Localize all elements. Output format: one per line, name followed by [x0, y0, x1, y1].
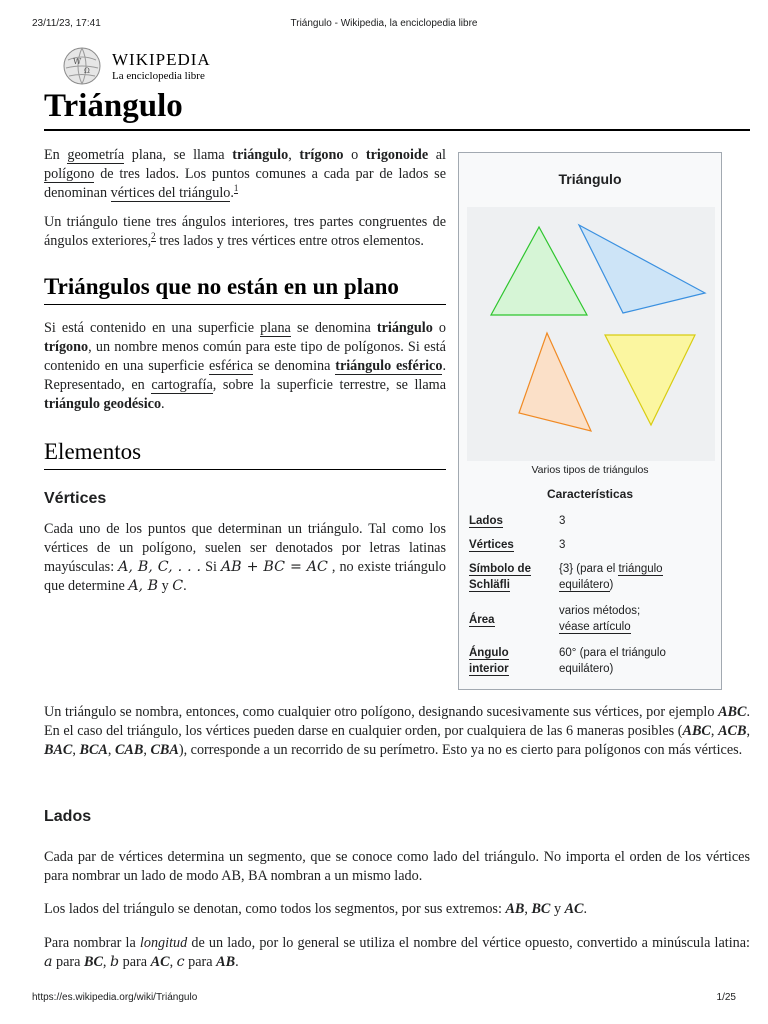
- orange-triangle: [519, 333, 591, 431]
- link-esferica[interactable]: esférica: [208, 358, 254, 374]
- infobox-title: Triángulo: [558, 171, 622, 187]
- infobox-value: 3: [559, 515, 566, 527]
- print-page-number: 1/25: [716, 992, 736, 1003]
- reference-2[interactable]: 2: [151, 231, 156, 242]
- blue-triangle: [579, 225, 705, 313]
- vertices-paragraph-1: Cada uno de los puntos que determinan un triángulo. Tal como los vértices de un polígono, suelen ser denotados por letras latinas mayúsculas: A, B, C, . . . Si AB + BC = AC , no existe triángulo que determine A, B y C.: [44, 521, 446, 594]
- infobox-label[interactable]: Lados: [469, 515, 503, 527]
- reference-1[interactable]: 1: [233, 183, 239, 194]
- infobox-value: 3: [559, 539, 566, 551]
- svg-text:Ω: Ω: [84, 67, 90, 75]
- intro-paragraph-2: Un triángulo tiene tres ángulos interiores, tres partes congruentes de ángulos exteriores,$^2$ tres lados y tres vértices entre otros elementos.: [44, 214, 446, 249]
- link-poligono[interactable]: polígono: [44, 166, 95, 182]
- infobox-label[interactable]: Área: [469, 614, 495, 626]
- print-title: Triángulo - Wikipedia, la enciclopedia libre: [290, 18, 478, 29]
- wikipedia-tagline: La enciclopedia libre: [112, 70, 205, 82]
- link-geometria[interactable]: geometría: [67, 147, 125, 163]
- print-date: 23/11/23, 17:41: [32, 18, 101, 29]
- intro-paragraph-1: En geometría plana, se llama triángulo, trígono o trigonoide al polígono de tres lados. Los puntos comunes a cada par de lados se denominan vértices del triángulo.$^1$: [44, 147, 446, 201]
- no-plano-paragraph: Si está contenido en una superficie plana se denomina triángulo o trígono, un nombre menos común para este tipo de polígonos. Si está contenido en una superficie esférica se denomina triángulo esférico. Representado, en cartografía, sobre la superficie terrestre, se llama triángulo geodésico.: [44, 320, 447, 412]
- infobox-label[interactable]: Símbolo de Schläfli: [469, 563, 531, 591]
- print-footer: [32, 992, 736, 1006]
- svg-text:W: W: [73, 57, 82, 66]
- infobox-label[interactable]: Ángulo interior: [469, 647, 509, 675]
- infobox-label[interactable]: Vértices: [469, 539, 514, 551]
- wikipedia-wordmark: WIKIPEDIA: [112, 50, 211, 69]
- link-vertices-del-triangulo[interactable]: vértices del triángulo: [110, 185, 231, 201]
- heading-lados: Lados: [44, 808, 92, 825]
- heading-vertices: Vértices: [44, 490, 107, 507]
- heading-elementos: Elementos: [44, 436, 446, 470]
- infobox-value: varios métodos; véase artículo: [559, 605, 641, 633]
- wikipedia-globe-icon: [62, 46, 102, 86]
- print-header: [32, 18, 736, 32]
- triangles-illustration: [467, 207, 715, 461]
- link-vease-articulo[interactable]: véase artículo: [559, 621, 631, 633]
- infobox-value: {3} (para el triángulo equilátero): [559, 563, 663, 591]
- infobox: [458, 152, 722, 690]
- infobox-image[interactable]: [467, 207, 715, 461]
- page-title: Triángulo: [44, 88, 750, 131]
- lados-paragraph-1: Cada par de vértices determina un segmento, que se conoce como lado del triángulo. No importa el orden de los vértices para nombrar un lado de modo AB, BA nombran a un mismo lado.: [44, 849, 750, 884]
- link-plana[interactable]: plana: [260, 320, 291, 336]
- green-triangle: [491, 227, 587, 315]
- yellow-triangle: [605, 335, 695, 425]
- infobox-value: 60° (para el triángulo equilátero): [559, 647, 666, 675]
- article-content: [44, 146, 446, 606]
- link-triangulo-equilatero[interactable]: triángulo equilátero: [559, 563, 663, 591]
- link-triangulo-esferico[interactable]: triángulo esférico: [335, 358, 443, 374]
- heading-no-plano: Triángulos que no están en un plano: [44, 271, 446, 305]
- infobox-caption: Varios tipos de triángulos: [531, 464, 649, 476]
- print-url: https://es.wikipedia.org/wiki/Triángulo: [32, 992, 198, 1003]
- lados-paragraph-3: Para nombrar la longitud de un lado, por lo general se utiliza el nombre del vértice opuesto, convertido a minúscula latina: a para BC, b para AC, c para AB.: [44, 935, 750, 970]
- lados-paragraph-2: Los lados del triángulo se denotan, como todos los segmentos, por sus extremos: AB, BC y AC.: [44, 901, 588, 917]
- link-cartografia[interactable]: cartografía: [151, 377, 213, 393]
- infobox-section-title: Características: [546, 487, 634, 501]
- vertices-paragraph-2: Un triángulo se nombra, entonces, como cualquier otro polígono, designando sucesivamente sus vértices, por ejemplo ABC. En el caso del triángulo, los vértices pueden darse en cualquier orden, por cualquiera de las 6 maneras posibles (ABC, ACB, BAC, BCA, CAB, CBA), corresponde a un recorrido de su perímetro. Esto ya no es cierto para polígonos con más vértices.: [44, 704, 750, 758]
